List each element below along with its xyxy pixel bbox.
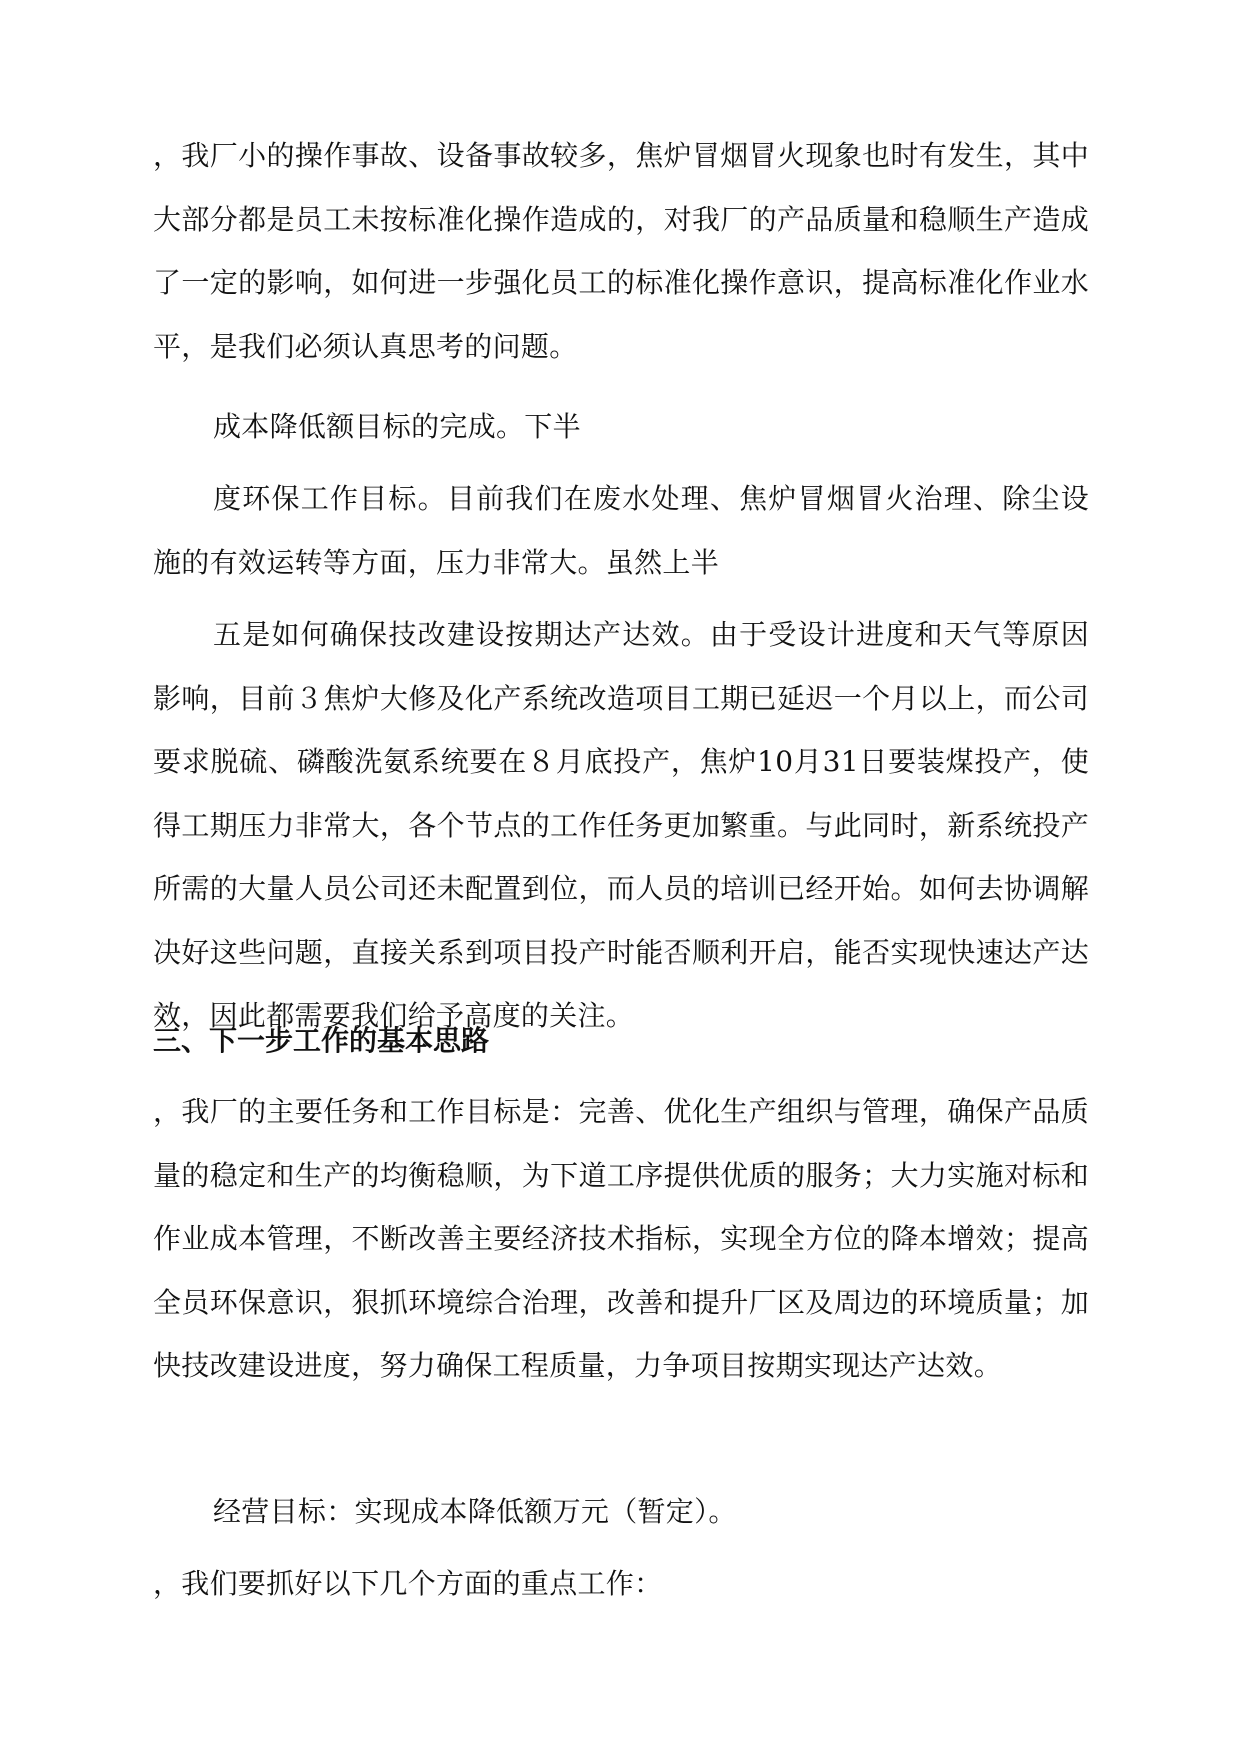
paragraph-operation-accidents: ，我厂小的操作事故、设备事故较多，焦炉冒烟冒火现象也时有发生，其中大部分都是员工未按标准化操作造成的，对我厂的产品质量和稳顺生产造成了一定的影响，如何进一步强化员工的标准化操作意识，提高标准化作业水平，是我们必须认真思考的问题。 bbox=[153, 139, 1089, 363]
paragraph-project-schedule: 五是如何确保技改建设按期达产达效。由于受设计进度和天气等原因影响，目前３焦炉大修及化产系统改造项目工期已延迟一个月以上，而公司要求脱硫、磷酸洗氨系统要在８月底投产，焦炉10月31日要装煤投产，使得工期压力非常大，各个节点的工作任务更加繁重。与此同时，新系统投产所需的大量人员公司还未配置到位，而人员的培训已经开始。如何去协调解决好这些问题，直接关系到项目投产时能否顺利开启，能否实现快速达产达效，因此都需要我们给予高度的关注。 bbox=[153, 618, 1089, 1032]
paragraph-cost-target: 成本降低额目标的完成。下半 bbox=[213, 410, 581, 443]
section-heading-next-steps: 三、下一步工作的基本思路 bbox=[153, 1024, 490, 1057]
paragraph-main-tasks: ，我厂的主要任务和工作目标是：完善、优化生产组织与管理，确保产品质量的稳定和生产的均衡稳顺，为下道工序提供优质的服务；大力实施对标和作业成本管理，不断改善主要经济技术指标，实现全方位的降本增效；提高全员环保意识，狠抓环境综合治理，改善和提升厂区及周边的环境质量；加快技改建设进度，努力确保工程质量，力争项目按期实现达产达效。 bbox=[153, 1095, 1089, 1382]
paragraph-key-work-intro: ，我们要抓好以下几个方面的重点工作： bbox=[153, 1567, 663, 1600]
paragraph-business-target: 经营目标：实现成本降低额万元（暂定）。 bbox=[213, 1495, 737, 1528]
paragraph-environmental-target: 度环保工作目标。目前我们在废水处理、焦炉冒烟冒火治理、除尘设施的有效运转等方面，压力非常大。虽然上半 bbox=[153, 482, 1089, 579]
